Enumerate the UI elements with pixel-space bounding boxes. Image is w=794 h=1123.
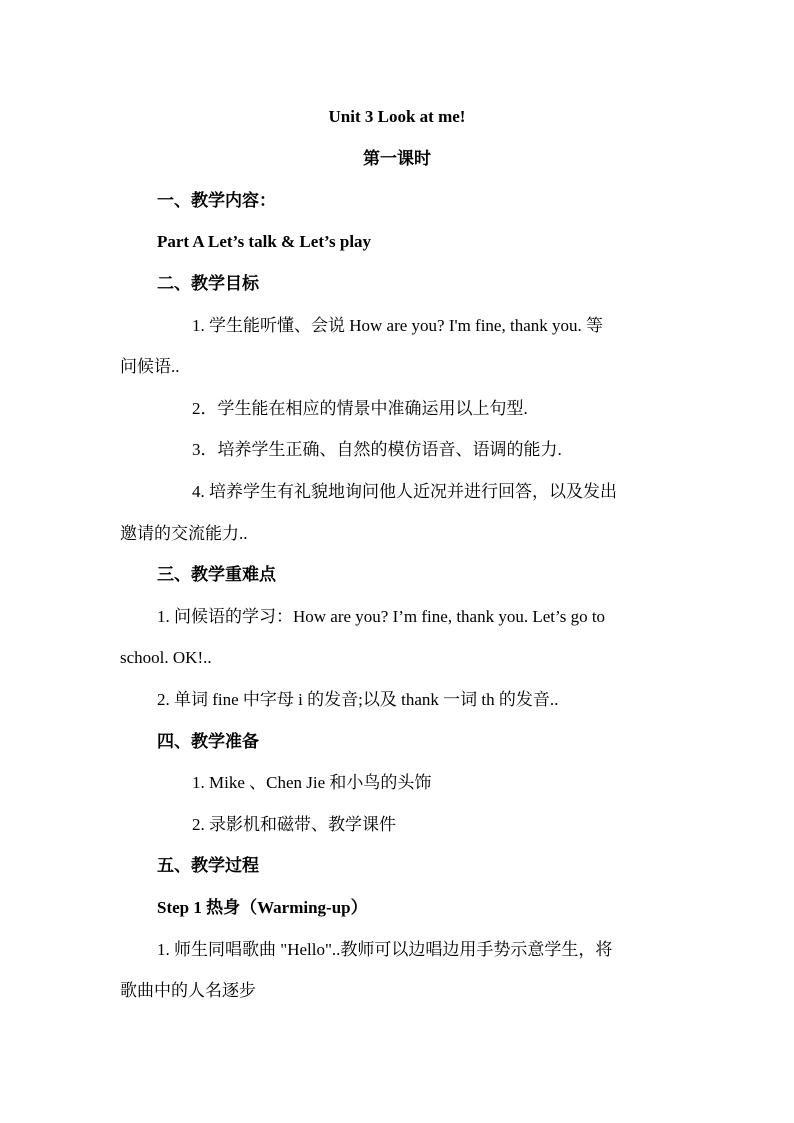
key-point-2: 2. 单词 fine 中字母 i 的发音;以及 thank 一词 th 的发音.. (157, 690, 559, 709)
section-heading-key-points: 三、教学重难点 (157, 565, 276, 584)
lesson-period: 第一课时 (363, 149, 431, 168)
section-heading-content: 一、教学内容： (157, 191, 276, 210)
section-heading-goals: 二、教学目标 (157, 274, 259, 293)
key-point-1-line1: 1. 问候语的学习：How are you? I’m fine, thank you. Let’s go to (157, 607, 606, 626)
section-heading-preparation: 四、教学准备 (157, 732, 259, 751)
goal-item-1-line2: 问候语.. (120, 357, 180, 376)
goal-item-2: 2．学生能在相应的情景中准确运用以上句型. (192, 399, 528, 418)
step1-item-line1: 1. 师生同唱歌曲 "Hello"..教师可以边唱边用手势示意学生，将 (157, 940, 613, 959)
goal-item-3: 3．培养学生正确、自然的模仿语音、语调的能力. (192, 440, 562, 459)
step1-heading: Step 1 热身（Warming-up） (157, 898, 368, 917)
goal-item-4-line1: 4. 培养学生有礼貌地询问他人近况并进行回答，以及发出 (192, 482, 617, 501)
section-heading-process: 五、教学过程 (157, 856, 259, 875)
goal-item-4-line2: 邀请的交流能力.. (120, 524, 248, 543)
preparation-item-2: 2. 录影机和磁带、教学课件 (192, 815, 396, 834)
key-point-1-line2: school. OK!.. (120, 648, 212, 667)
goal-item-1-line1: 1. 学生能听懂、会说 How are you? I'm fine, thank you. 等 (192, 316, 603, 335)
document-title: Unit 3 Look at me! (328, 107, 466, 126)
preparation-item-1: 1. Mike 、Chen Jie 和小鸟的头饰 (192, 773, 432, 792)
section-content-text: Part A Let’s talk & Let’s play (157, 232, 372, 251)
step1-item-line2: 歌曲中的人名逐步 (120, 981, 256, 1000)
